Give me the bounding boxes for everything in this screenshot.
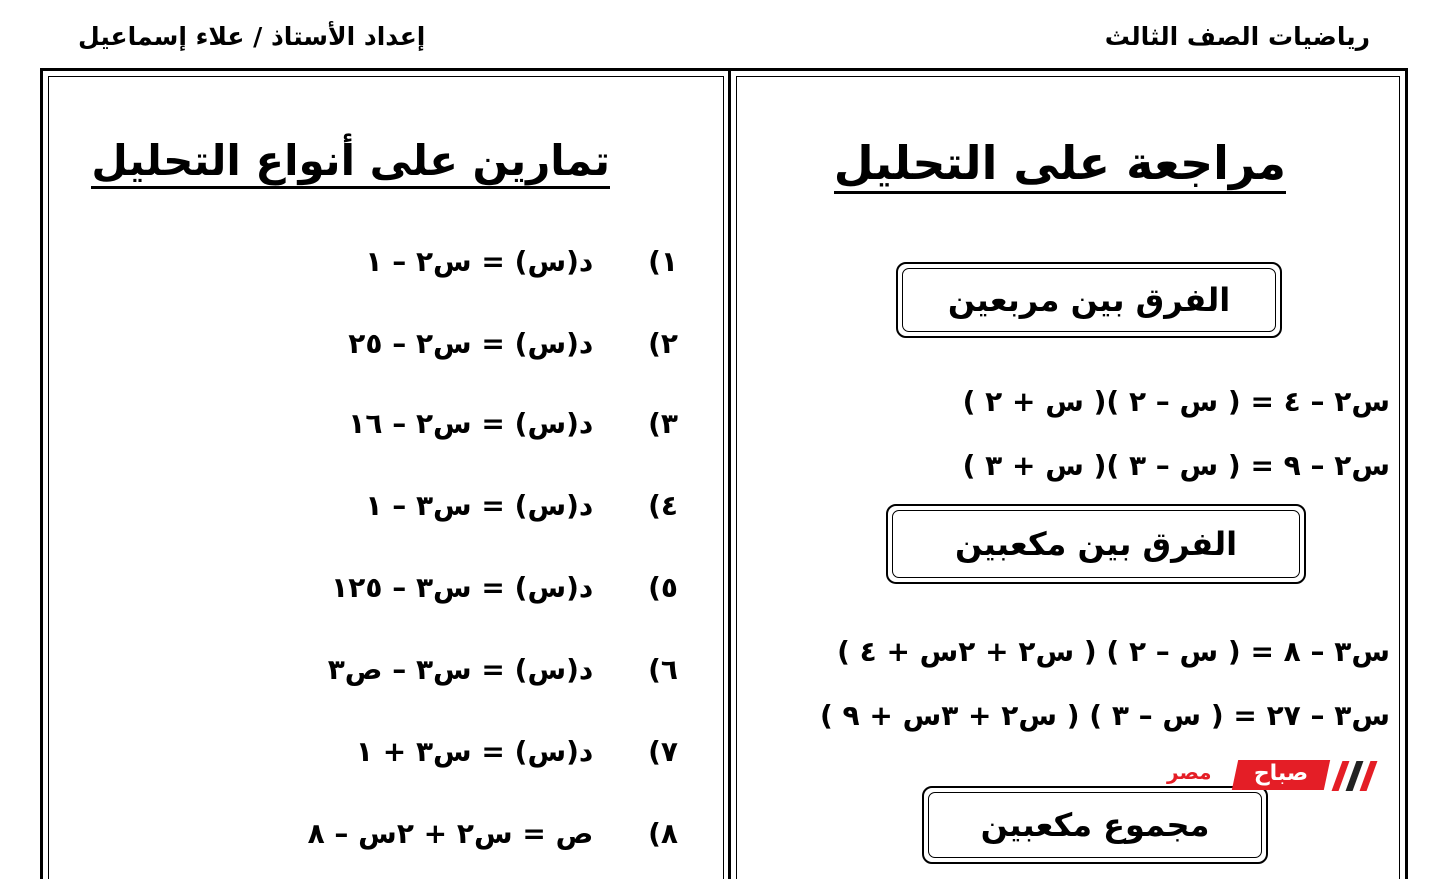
exercise-item	[348, 327, 678, 360]
logo-brand-red: صباح	[1253, 761, 1309, 786]
exercise-expression: ص = س٢ + ٢س – ٨	[307, 817, 594, 850]
exercise-expression: د(س) = س٣ – ١	[365, 489, 594, 522]
exercise-expression: د(س) = س٢ – ١٦	[348, 407, 594, 440]
exercise-item	[365, 245, 678, 278]
author-header: إعداد الأستاذ / علاء إسماعيل	[78, 22, 426, 51]
exercise-item	[365, 489, 678, 522]
exercise-expression: د(س) = س٣ – ١٢٥	[331, 571, 594, 604]
diff-cubes-label: الفرق بين مكعبين	[892, 510, 1300, 578]
sum-cubes-box	[922, 786, 1268, 864]
exercise-item	[327, 653, 678, 686]
sum-cubes-label: مجموع مكعبين	[928, 792, 1262, 858]
formula-diff-squares-1: س٢ – ٤ = ( س – ٢ )( س + ٢ )	[962, 385, 1390, 418]
logo-brand-dark: مصر	[1167, 760, 1212, 784]
review-title: مراجعة على التحليل	[834, 138, 1286, 194]
exercise-number: ٤)	[648, 489, 678, 522]
exercise-item	[331, 571, 678, 604]
exercise-number: ٧)	[648, 735, 678, 768]
watermark-logo	[1165, 758, 1390, 794]
exercise-number: ١)	[648, 245, 678, 278]
exercise-item	[348, 407, 678, 440]
exercise-number: ٦)	[648, 653, 678, 686]
exercise-expression: د(س) = س٣ – ص٣	[327, 653, 594, 686]
exercise-item	[355, 735, 678, 768]
exercise-expression: د(س) = س٣ + ١	[355, 735, 594, 768]
exercise-number: ٨)	[648, 817, 678, 850]
diff-squares-box	[896, 262, 1282, 338]
exercise-expression: د(س) = س٢ – ٢٥	[348, 327, 594, 360]
exercise-number: ٢)	[648, 327, 678, 360]
subject-header: رياضيات الصف الثالث	[1104, 22, 1370, 51]
exercise-item	[307, 817, 678, 850]
logo-stripe-red	[1360, 761, 1378, 791]
exercise-expression: د(س) = س٢ – ١	[365, 245, 594, 278]
exercise-number: ٣)	[648, 407, 678, 440]
exercise-number: ٥)	[648, 571, 678, 604]
exercises-title: تمارين على أنواع التحليل	[91, 138, 610, 189]
column-divider	[728, 68, 731, 879]
diff-squares-label: الفرق بين مربعين	[902, 268, 1276, 332]
formula-diff-cubes-2: س٣ – ٢٧ = ( س – ٣ ) ( س٢ + ٣س + ٩ )	[819, 699, 1390, 732]
diff-cubes-box	[886, 504, 1306, 584]
formula-diff-squares-2: س٢ – ٩ = ( س – ٣ )( س + ٣ )	[962, 449, 1390, 482]
formula-diff-cubes-1: س٣ – ٨ = ( س – ٢ ) ( س٢ + ٢س + ٤ )	[837, 635, 1390, 668]
